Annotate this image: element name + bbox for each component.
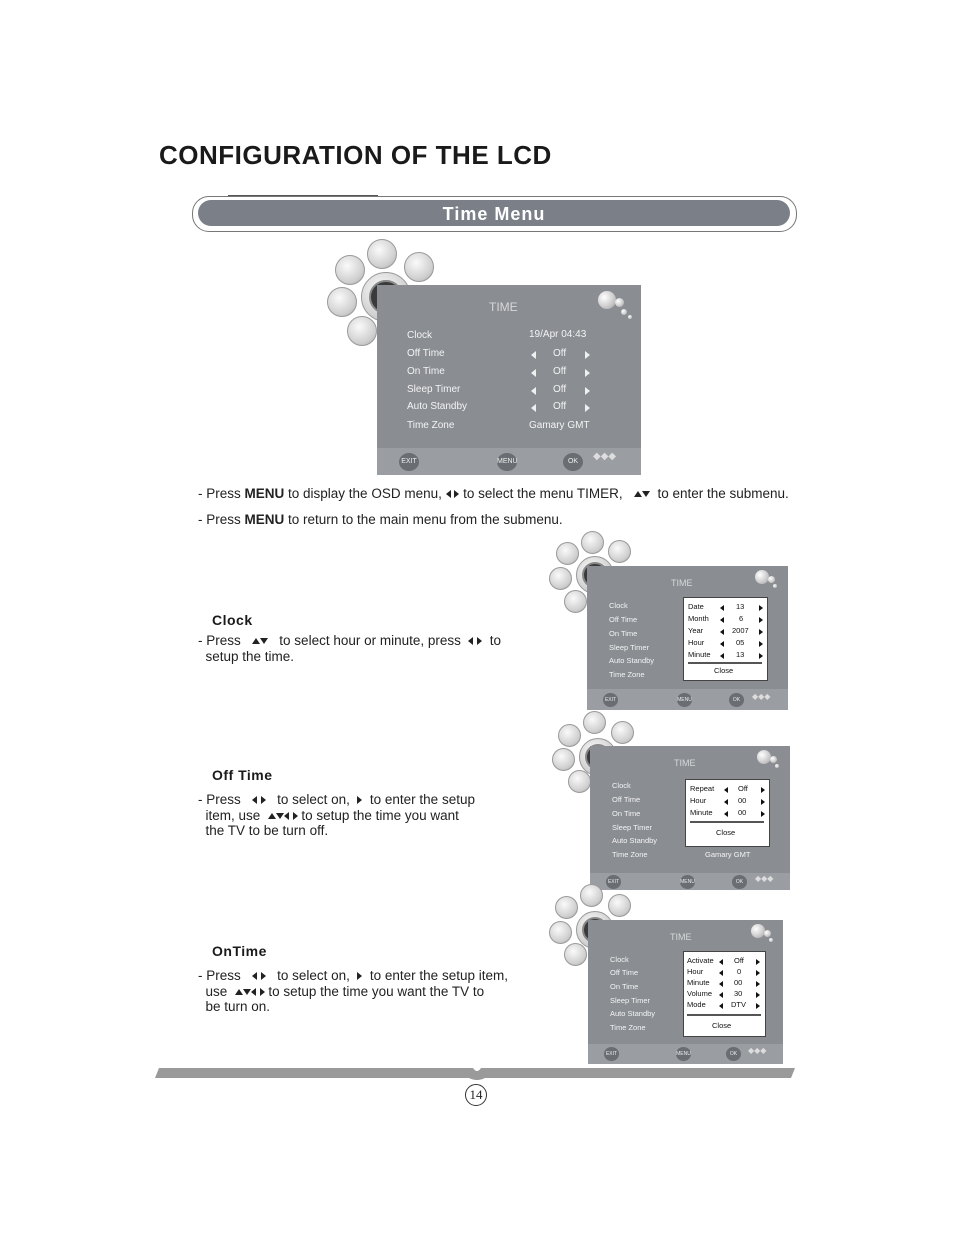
decor-bubble [770,756,777,763]
menu-button[interactable]: MENU [677,693,692,707]
panel-label-hour: Hour [690,796,707,805]
panel-value-year: 2007 [732,626,749,635]
arrow-right-icon[interactable] [756,1003,760,1009]
instr-text: be turn on. [198,999,271,1014]
instr-text: - Press [198,792,245,807]
left-arrow-icon [252,796,257,804]
osd-row-clock[interactable]: Clock [609,601,628,610]
decor-bubble [621,309,627,315]
instr-text: to select hour or minute, press [275,633,465,648]
decor-bubble [628,315,632,319]
lock-icon [347,316,377,346]
clock-instruction [198,633,501,664]
up-arrow-icon [268,813,276,819]
osd-value-clock: 19/Apr 04:43 [529,329,587,340]
decor-bubble [769,938,773,942]
osd-row-off-time[interactable]: Off Time [407,348,445,359]
osd-value-time-zone: Gamary GMT [529,420,590,431]
ok-button[interactable]: OK [729,693,744,707]
instr-text: to display the OSD menu, [284,486,446,501]
arrow-right-icon[interactable] [756,970,760,976]
picture-icon [558,724,581,747]
osd-screen [377,285,641,475]
osd-value-time-zone: Gamary GMT [705,850,751,859]
on-time-setup-panel [683,951,766,1037]
dpad-icon: ◆◆◆ [755,874,774,883]
osd-value-auto-standby: Off [553,401,567,412]
instr-text: to setup the time you want [297,807,459,823]
osd-value-sleep-timer: Off [553,384,567,395]
panel-divider [688,662,762,664]
clock-osd-illustration [546,530,790,712]
arrow-right-icon[interactable] [585,351,590,359]
osd-screen [587,566,788,710]
arrow-left-icon[interactable] [724,799,728,805]
arrow-right-icon[interactable] [759,617,763,623]
panel-close-button[interactable]: Close [716,828,736,837]
menu-button[interactable]: MENU [680,875,695,889]
channel-icon [581,531,604,554]
panel-label-hour: Hour [687,967,704,976]
panel-label-mode: Mode [687,1000,706,1009]
osd-row-time-zone[interactable]: Time Zone [407,420,455,431]
sound-icon [608,894,631,917]
exit-button[interactable]: EXIT [606,875,621,889]
panel-label-minute: Minute [688,650,711,659]
panel-value-month: 6 [739,614,744,623]
ok-button[interactable]: OK [563,453,583,471]
instr-text: - Press [198,486,245,501]
arrow-left-icon[interactable] [720,605,724,611]
instr-text: the TV to be turn off. [198,823,329,838]
arrow-left-icon[interactable] [719,1003,723,1009]
osd-row-on-time[interactable]: On Time [610,982,639,991]
panel-value-hour: 0 [737,967,742,976]
dpad-icon: ◆◆◆ [752,692,771,701]
left-arrow-icon [446,490,451,498]
panel-label-month: Month [688,614,709,623]
setup-icon [549,567,572,590]
setup-icon [327,287,357,317]
arrow-left-icon[interactable] [720,617,724,623]
arrow-right-icon[interactable] [585,387,590,395]
osd-row-auto-standby[interactable]: Auto Standby [612,836,658,845]
osd-row-clock[interactable]: Clock [612,781,631,790]
lock-icon [564,943,587,966]
arrow-right-icon[interactable] [756,959,760,965]
decor-bubble-large [757,750,771,764]
exit-button[interactable]: EXIT [399,453,419,471]
up-arrow-icon [252,638,260,644]
instruction-line-2 [198,512,563,528]
osd-screen [588,920,783,1064]
panel-divider [687,1014,761,1016]
panel-value-volume: 30 [734,989,743,998]
sound-icon [611,721,634,744]
osd-row-sleep-timer[interactable]: Sleep Timer [609,643,650,652]
panel-close-button[interactable]: Close [712,1021,732,1030]
clock-setup-panel [683,597,768,681]
osd-title: TIME [674,758,696,768]
osd-row-off-time[interactable]: Off Time [610,968,639,977]
panel-value-mode: DTV [731,1000,746,1009]
decor-bubble [775,764,779,768]
instr-text: - Press [198,512,245,527]
on-time-instruction [198,968,508,1015]
panel-value-minute: 00 [738,808,747,817]
exit-button[interactable]: EXIT [603,693,618,707]
channel-icon [583,711,606,734]
menu-button[interactable]: MENU [497,453,517,471]
osd-screen [590,746,790,890]
osd-row-sleep-timer[interactable]: Sleep Timer [612,823,653,832]
ok-button[interactable]: OK [726,1047,741,1061]
panel-label-activate: Activate [687,956,714,965]
off-time-setup-panel [685,779,770,847]
osd-value-on-time: Off [553,366,567,377]
instr-text: to enter the setup item, [366,968,508,983]
main-osd-illustration [325,238,643,478]
lock-icon [564,590,587,613]
arrow-left-icon[interactable] [531,387,536,395]
instr-text: use [198,983,232,999]
dpad-icon: ◆◆◆ [748,1046,767,1055]
instr-text: item, use [198,807,265,823]
off-time-osd-illustration [550,710,792,892]
osd-row-time-zone[interactable]: Time Zone [609,670,645,679]
picture-icon [335,255,365,285]
arrow-left-icon[interactable] [724,787,728,793]
panel-label-date: Date [688,602,704,611]
panel-value-minute: 13 [736,650,745,659]
panel-label-year: Year [688,626,704,635]
arrow-right-icon[interactable] [585,369,590,377]
osd-row-off-time[interactable]: Off Time [609,615,638,624]
osd-row-auto-standby[interactable]: Auto Standby [610,1009,656,1018]
on-time-osd-illustration [546,882,786,1066]
arrow-left-icon[interactable] [531,369,536,377]
instr-text: to enter the submenu. [653,486,789,501]
arrow-right-icon[interactable] [756,981,760,987]
osd-row-off-time[interactable]: Off Time [612,795,641,804]
left-arrow-icon [468,637,473,645]
ok-button[interactable]: OK [732,875,747,889]
right-arrow-icon [477,637,482,645]
instr-text: - Press [198,633,245,648]
decor-bubble [768,576,775,583]
left-arrow-icon [284,812,289,820]
decor-bubble [615,298,624,307]
arrow-right-icon[interactable] [761,799,765,805]
page-number: 14 [465,1084,487,1106]
osd-value-off-time: Off [553,348,567,359]
arrow-left-icon[interactable] [719,992,723,998]
menu-button[interactable]: MENU [676,1047,691,1061]
picture-icon [556,542,579,565]
arrow-left-icon[interactable] [531,404,536,412]
right-arrow-icon [357,796,362,804]
sound-icon [404,252,434,282]
picture-icon [555,896,578,919]
section-banner-title: Time Menu [442,204,546,224]
decor-bubble [764,930,771,937]
panel-value-hour: 00 [738,796,747,805]
instr-text: - Press [198,968,245,983]
arrow-left-icon[interactable] [720,641,724,647]
panel-value-date: 13 [736,602,745,611]
panel-close-button[interactable]: Close [714,666,734,675]
arrow-right-icon[interactable] [759,653,763,659]
instr-text: to select on, [273,792,354,807]
arrow-right-icon[interactable] [759,605,763,611]
osd-title: TIME [671,578,693,588]
right-arrow-icon [357,972,362,980]
panel-value-repeat: Off [738,784,748,793]
down-arrow-icon [243,989,251,995]
panel-value-hour: 05 [736,638,745,647]
arrow-right-icon[interactable] [759,629,763,635]
arrow-left-icon[interactable] [531,351,536,359]
off-time-heading: Off Time [212,767,273,783]
panel-label-repeat: Repeat [690,784,715,793]
arrow-left-icon[interactable] [724,811,728,817]
decor-bubble-large [751,924,765,938]
off-time-instruction [198,792,475,839]
osd-row-on-time[interactable]: On Time [609,629,638,638]
decor-bubble [773,584,777,588]
panel-divider [690,821,764,823]
decor-bubble-large [598,291,616,309]
setup-icon [552,748,575,771]
clock-heading: Clock [212,612,253,628]
osd-row-on-time[interactable]: On Time [612,809,641,818]
instr-text: to select on, [273,968,354,983]
exit-button[interactable]: EXIT [604,1047,619,1061]
arrow-right-icon[interactable] [759,641,763,647]
arrow-left-icon[interactable] [719,981,723,987]
panel-label-hour: Hour [688,638,705,647]
instruction-line-1 [198,486,789,502]
osd-title: TIME [670,932,692,942]
osd-row-clock[interactable]: Clock [610,955,629,964]
arrow-right-icon[interactable] [761,787,765,793]
arrow-left-icon[interactable] [719,970,723,976]
down-arrow-icon [276,813,284,819]
panel-label-minute: Minute [690,808,713,817]
right-arrow-icon [261,972,266,980]
channel-icon [367,239,397,269]
osd-title: TIME [489,300,518,314]
osd-row-time-zone[interactable]: Time Zone [612,850,648,859]
osd-row-auto-standby[interactable]: Auto Standby [407,401,468,412]
up-arrow-icon [634,491,642,497]
down-arrow-icon [642,491,650,497]
instr-text: to return to the main menu from the submenu. [284,512,563,527]
decor-bubble-large [755,570,769,584]
down-arrow-icon [260,638,268,644]
on-time-heading: OnTime [212,943,267,959]
channel-icon [580,884,603,907]
panel-value-activate: Off [734,956,744,965]
menu-key-label: MENU [244,512,285,527]
osd-row-time-zone[interactable]: Time Zone [610,1023,646,1032]
dpad-icon: ◆◆◆ [593,451,617,462]
instr-text: setup the time. [198,648,295,664]
left-arrow-icon [251,988,256,996]
panel-value-minute: 00 [734,978,743,987]
sound-icon [608,540,631,563]
instr-text: to enter the setup [366,792,475,807]
arrow-right-icon[interactable] [756,992,760,998]
panel-label-minute: Minute [687,978,710,987]
left-arrow-icon [252,972,257,980]
instr-text: to select the menu TIMER, [459,486,627,501]
arrow-right-icon[interactable] [761,811,765,817]
right-arrow-icon [261,796,266,804]
arrow-left-icon[interactable] [720,629,724,635]
osd-row-auto-standby[interactable]: Auto Standby [609,656,655,665]
arrow-left-icon[interactable] [720,653,724,659]
instr-text: to [485,633,501,648]
instr-text: to setup the time you want the TV to [264,983,485,999]
osd-row-clock[interactable]: Clock [407,330,433,341]
setup-icon [549,921,572,944]
osd-row-sleep-timer[interactable]: Sleep Timer [610,996,651,1005]
page-title: CONFIGURATION OF THE LCD [159,140,552,170]
osd-row-sleep-timer[interactable]: Sleep Timer [407,384,461,395]
panel-label-volume: Volume [687,989,713,998]
arrow-left-icon[interactable] [719,959,723,965]
footer-divider [155,1066,798,1084]
up-arrow-icon [235,989,243,995]
osd-row-on-time[interactable]: On Time [407,366,445,377]
menu-key-label: MENU [244,486,285,501]
arrow-right-icon[interactable] [585,404,590,412]
